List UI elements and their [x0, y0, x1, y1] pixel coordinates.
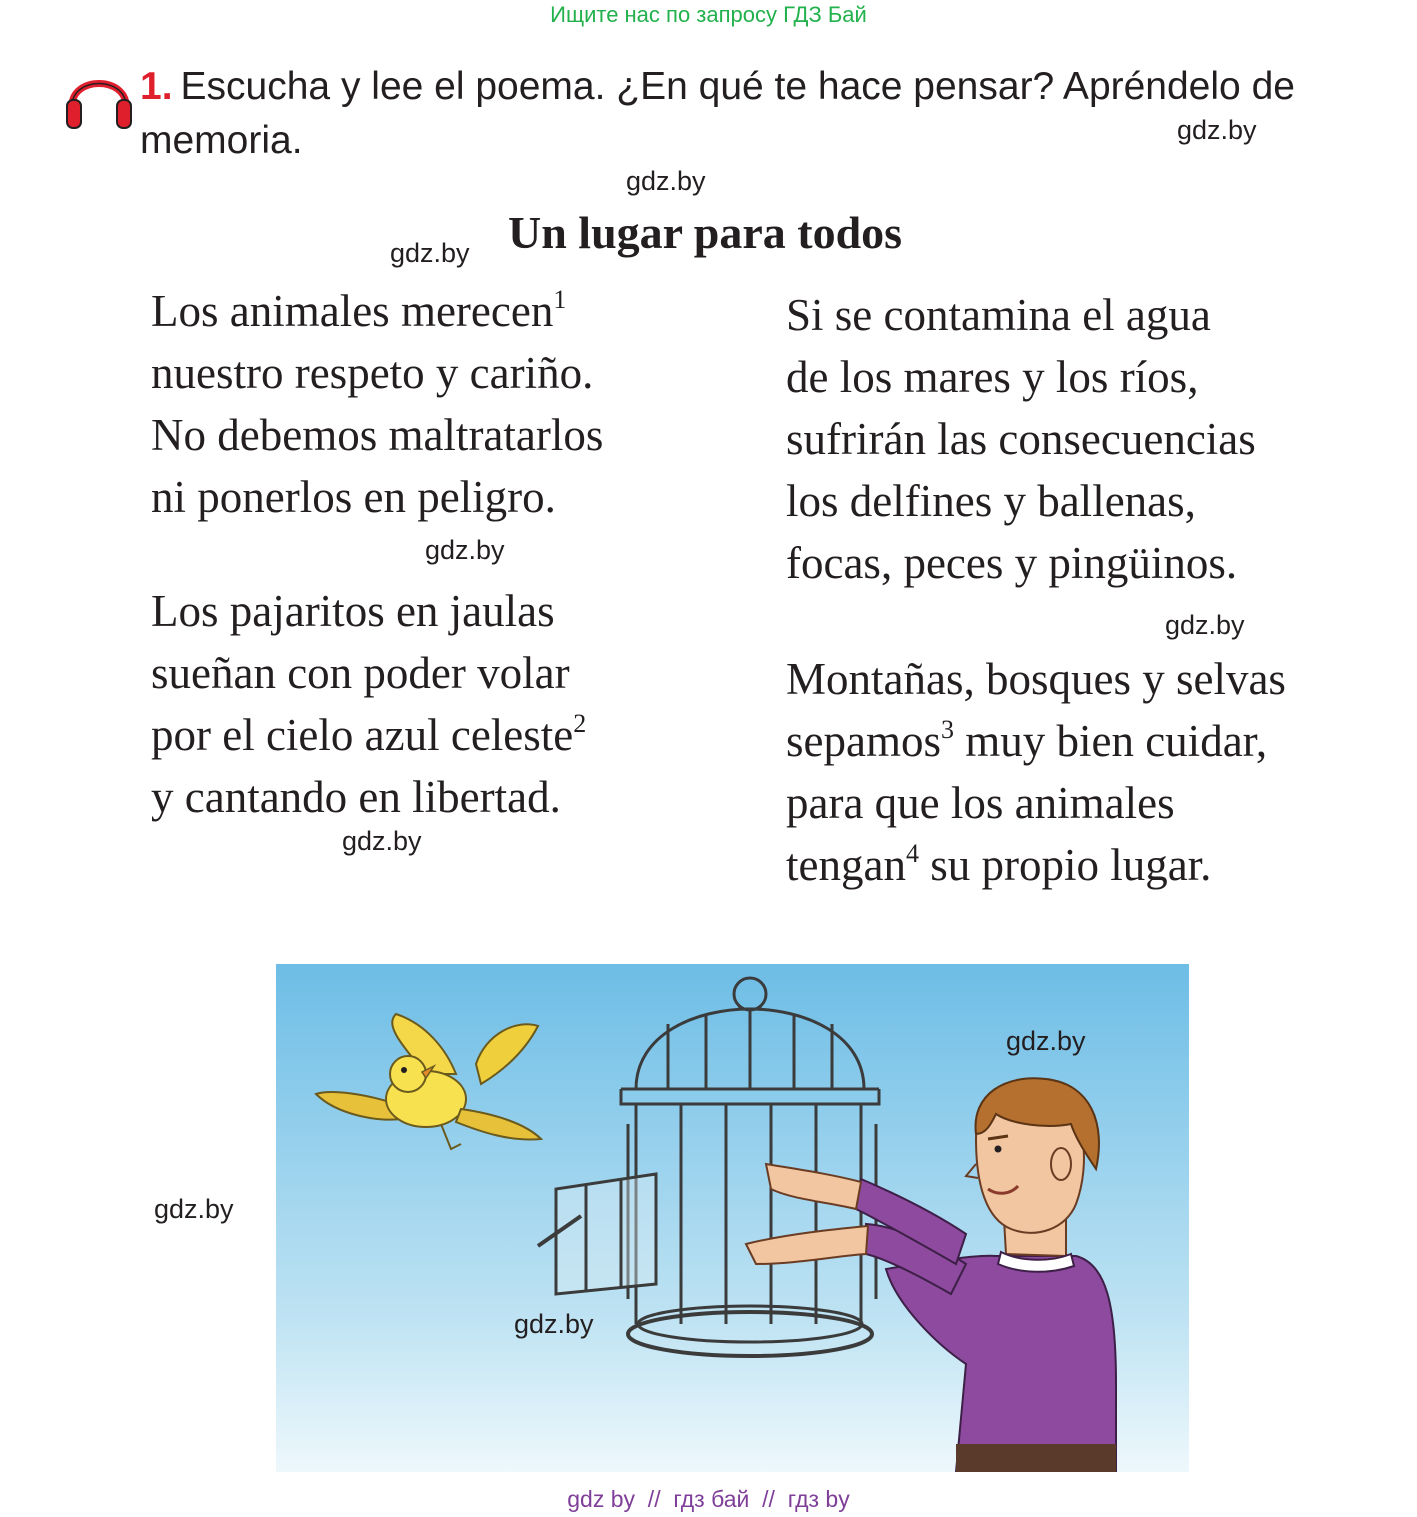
watermark: gdz.by [1006, 1026, 1086, 1056]
poem-line: No debemos maltratarlos [151, 410, 604, 460]
footnote-mark: 3 [940, 715, 954, 744]
footnote-mark: 4 [905, 839, 919, 868]
task-text: Escucha y lee el poema. ¿En qué te hace pensar? Apréndelo de memoria. [140, 65, 1295, 162]
watermark: gdz.by [342, 826, 422, 856]
poem-line: de los mares y los ríos, [786, 352, 1199, 402]
poem-line: focas, peces y pingüinos. [786, 538, 1238, 588]
watermark: gdz.by [626, 166, 706, 196]
poem-line: por el cielo azul celeste$^2$ [151, 709, 587, 760]
poem-line: ni ponerlos en peligro. [151, 472, 556, 522]
top-banner: Ищите нас по запросу ГДЗ Бай [550, 2, 867, 27]
cage-door [538, 1174, 656, 1294]
stanza-1 [151, 280, 603, 528]
watermark: gdz.by [154, 1194, 234, 1224]
poem-title: Un lugar para todos [508, 207, 903, 258]
watermark: gdz.by [1165, 610, 1245, 640]
poem-line: tengan$^4$ su propio lugar. [786, 839, 1212, 890]
watermark: gdz.by [425, 535, 505, 565]
task-number: 1. [140, 65, 173, 108]
footer-links: gdz by // гдз бай // гдз by [567, 1486, 850, 1512]
poem-line: sufrirán las consecuencias [786, 414, 1256, 464]
poem-line: sueñan con poder volar [151, 648, 570, 698]
stanza-4 [786, 648, 1286, 896]
task-instruction [140, 60, 1402, 168]
poem-line: y cantando en libertad. [151, 772, 561, 822]
footnote-mark: 2 [573, 709, 587, 738]
poem-line: Montañas, bosques y selvas [786, 654, 1286, 704]
footnote-mark: 1 [553, 285, 567, 314]
poem-line: los delfines y ballenas, [786, 476, 1196, 526]
poem-line: Los pajaritos en jaulas [151, 586, 555, 636]
poem-line: para que los animales [786, 778, 1175, 828]
poem-line: sepamos$^3$ muy bien cuidar, [786, 715, 1268, 766]
poem-line: nuestro respeto y cariño. [151, 348, 594, 398]
watermark: gdz.by [390, 238, 470, 268]
poem-line: Si se contamina el agua [786, 290, 1211, 340]
watermark: gdz.by [514, 1309, 594, 1339]
watermark: gdz.by [1177, 115, 1257, 145]
poem-line: Los animales merecen$^1$ [151, 285, 567, 336]
stanza-2 [151, 580, 586, 828]
stanza-3 [786, 284, 1256, 594]
headphones-icon[interactable] [64, 66, 134, 132]
